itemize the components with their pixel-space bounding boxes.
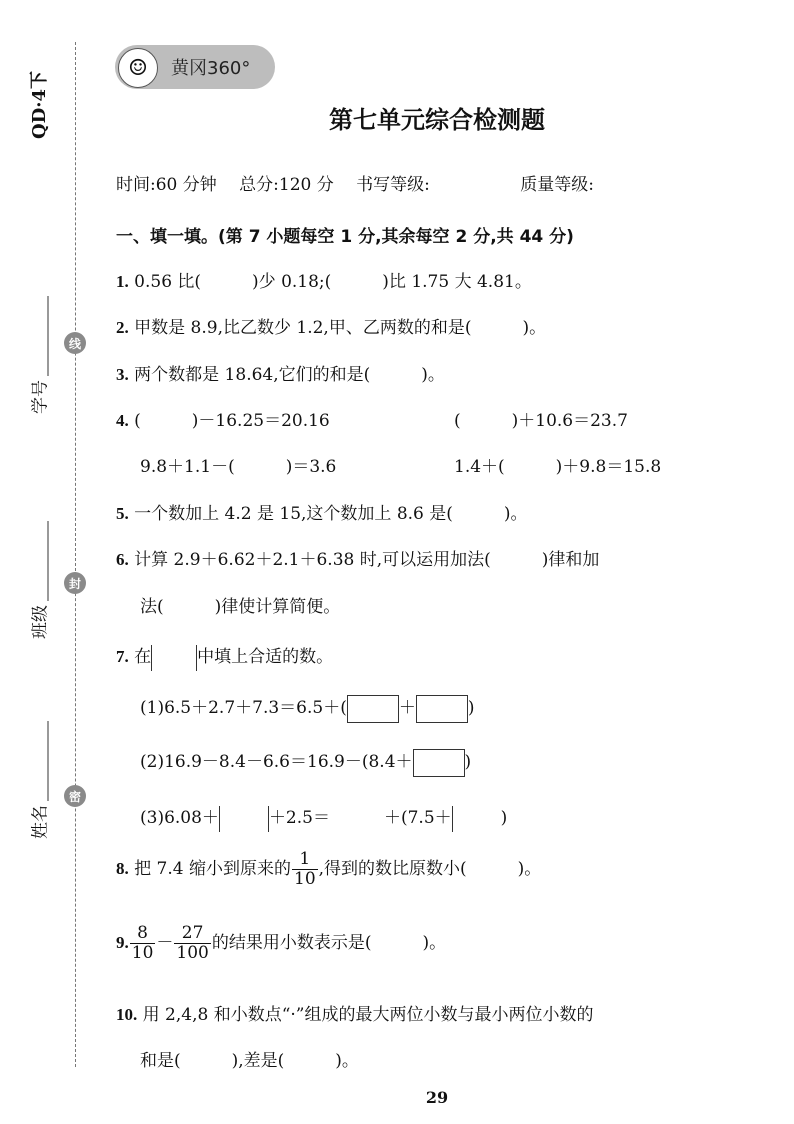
- question-5: 5. 一个数加上 4.2 是 15,这个数加上 8.6 是( )。: [116, 504, 528, 524]
- binding-margin: [0, 0, 100, 1124]
- brand-logo-text: 黄冈360°: [171, 58, 251, 79]
- answer-box[interactable]: [413, 749, 465, 777]
- section-heading: 一、填一填。(第 7 小题每空 1 分,其余每空 2 分,共 44 分): [116, 227, 574, 247]
- question-1: 1. 0.56 比( )少 0.18;( )比 1.75 大 4.81。: [116, 272, 532, 292]
- page-title: 第七单元综合检测题: [329, 106, 545, 134]
- question-4-c: 9.8＋1.1－( )＝3.6: [140, 457, 337, 477]
- question-7: 7. 在 中填上合适的数。: [116, 642, 333, 671]
- cartoon-kids-icon: ☺: [118, 48, 158, 88]
- question-4-d: 1.4＋( )＋9.8＝15.8: [454, 457, 662, 477]
- answer-box[interactable]: [219, 806, 269, 832]
- name-field: 姓名: [26, 721, 51, 839]
- class-field: 班级: [26, 521, 51, 639]
- question-8: 8. 把 7.4 缩小到原来的 $\frac{1}{10}$ ,得到的数比原数小( )。: [116, 849, 542, 889]
- question-2: 2. 甲数是 8.9,比乙数少 1.2,甲、乙两数的和是( )。: [116, 318, 547, 338]
- answer-box[interactable]: [347, 695, 399, 723]
- question-9: 9. $\frac{8}{10}$ － $\frac{27}{100}$ 的结果用小数表示是( )。: [116, 923, 447, 963]
- binding-dashed-line: [75, 42, 76, 1067]
- question-10-line1: 10. 用 2,4,8 和小数点“·”组成的最大两位小数与最小两位小数的: [116, 1005, 594, 1025]
- page-number: 29: [425, 1088, 449, 1107]
- question-10-line2: 和是( ),差是( )。: [140, 1051, 359, 1071]
- exam-info: 时间:60 分钟 总分:120 分 书写等级: 质量等级:: [116, 175, 595, 195]
- question-3: 3. 两个数都是 18.64,它们的和是( )。: [116, 365, 445, 385]
- fraction: $\frac{27}{100}$: [176, 923, 209, 963]
- question-7-part2: (2)16.9－8.4－6.6＝16.9－(8.4＋ ): [140, 747, 471, 777]
- question-4-b: ( )＋10.6＝23.7: [454, 411, 628, 431]
- fraction: $\frac{8}{10}$: [131, 923, 154, 963]
- question-7-part3: (3)6.08＋ ＋2.5＝ ＋(7.5＋ ): [140, 803, 507, 832]
- series-label: QD·4下: [29, 70, 50, 140]
- answer-box[interactable]: [330, 806, 384, 832]
- answer-box[interactable]: [151, 645, 197, 671]
- seal-secret-badge: 密: [64, 785, 86, 807]
- fraction: $\frac{1}{10}$: [294, 849, 316, 889]
- question-7-part1: (1)6.5＋2.7＋7.3＝6.5＋( ＋ ): [140, 693, 475, 723]
- seal-seal-badge: 封: [64, 572, 86, 594]
- question-6-line2: 法( )律使计算简便。: [140, 597, 341, 617]
- brand-logo: [115, 45, 275, 89]
- answer-box[interactable]: [416, 695, 468, 723]
- answer-box[interactable]: [452, 806, 501, 832]
- question-4-row1: 4. ( )－16.25＝20.16: [116, 411, 330, 431]
- student-number-field: 学号: [26, 296, 51, 414]
- seal-line-badge: 线: [64, 332, 86, 354]
- question-6-line1: 6. 计算 2.9＋6.62＋2.1＋6.38 时,可以运用加法( )律和加: [116, 550, 600, 570]
